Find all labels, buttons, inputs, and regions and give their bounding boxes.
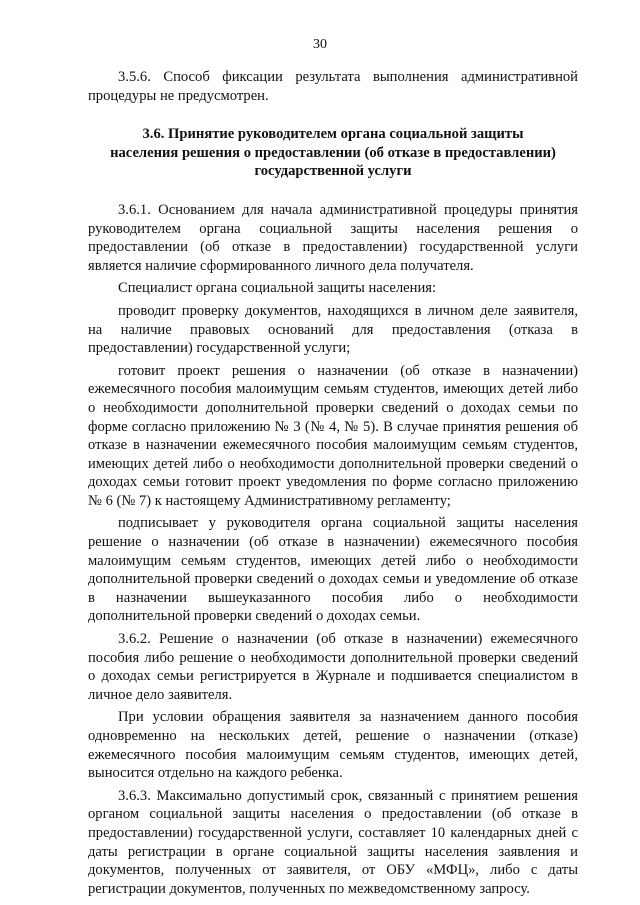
section-heading-line-1: 3.6. Принятие руководителем органа социальной защиты [142,126,524,143]
paragraph-several-children: При условии обращения заявителя за назначением данного пособия одновременно на нескольких детей, решение о назначении (отказе) ежемесячного пособия малоимущим семьям студентов, имеющих детей, выносится отдельно на каждого ребенка. [88,709,578,782]
section-heading-line-2: населения решения о предоставлении (об отказе в предоставлении) [110,144,556,161]
section-heading-line-3: государственной услуги [254,163,412,180]
paragraph-3-6-3: 3.6.3. Максимально допустимый срок, связанный с принятием решения органом социальной защиты населения о предоставлении (об отказе в предоставлении) государственной услуги, составляет 10 календарных дней с даты регистрации в органе социальной защиты населения заявления и документов, полученных от заявителя, от ОБУ «МФЦ», либо с даты регистрации документов, полученных по межведомственному запросу. [88,787,578,897]
section-heading [88,125,578,181]
paragraph-specialist: Специалист органа социальной защиты населения: [118,280,437,297]
paragraph-prepares-draft: готовит проект решения о назначении (об отказе в назначении) ежемесячного пособия малоимущим семьям студентов, имеющих детей либо о необходимости дополнительной проверки сведений о доходах семьи по форме согласно приложению № 3 (№ 4, № 5). В случае принятия решения об отказе в назначении ежемесячного пособия малоимущим семьям студентов, имеющих детей либо о необходимости дополнительной проверки сведений о доходах семьи готовит проект уведомления по форме согласно приложению № 6 (№ 7) к настоящему Административному регламенту; [88,362,578,509]
paragraph-3-5-6: 3.5.6. Способ фиксации результата выполнения административной процедуры не предусмотрен. [88,69,578,104]
paragraph-checks-documents: проводит проверку документов, находящихся в личном деле заявителя, на наличие правовых оснований для предоставления (отказа в предоставлении) государственной услуги; [88,302,578,357]
page-number: 30 [313,37,327,52]
paragraph-3-6-1: 3.6.1. Основанием для начала административной процедуры принятия руководителем органа социальной защиты населения решения о предоставлении (об отказе в предоставлении) государственной услуги является наличие сформированного личного дела получателя. [88,201,578,274]
document-body [88,68,578,898]
paragraph-signs-decision: подписывает у руководителя органа социальной защиты населения решение о назначении (об отказе в назначении) ежемесячного пособия малоимущим семьям студентов, имеющих детей либо о необходимости дополнительной проверки сведений о доходах семьи и уведомление об отказе в назначении вышеуказанного пособия либо о необходимости дополнительной проверки сведений о доходах семьи. [88,515,578,625]
paragraph-3-6-2: 3.6.2. Решение о назначении (об отказе в назначении) ежемесячного пособия либо решение о необходимости дополнительной проверки сведений о доходах семьи регистрируется в Журнале и подшивается специалистом в личное дело заявителя. [88,631,578,703]
